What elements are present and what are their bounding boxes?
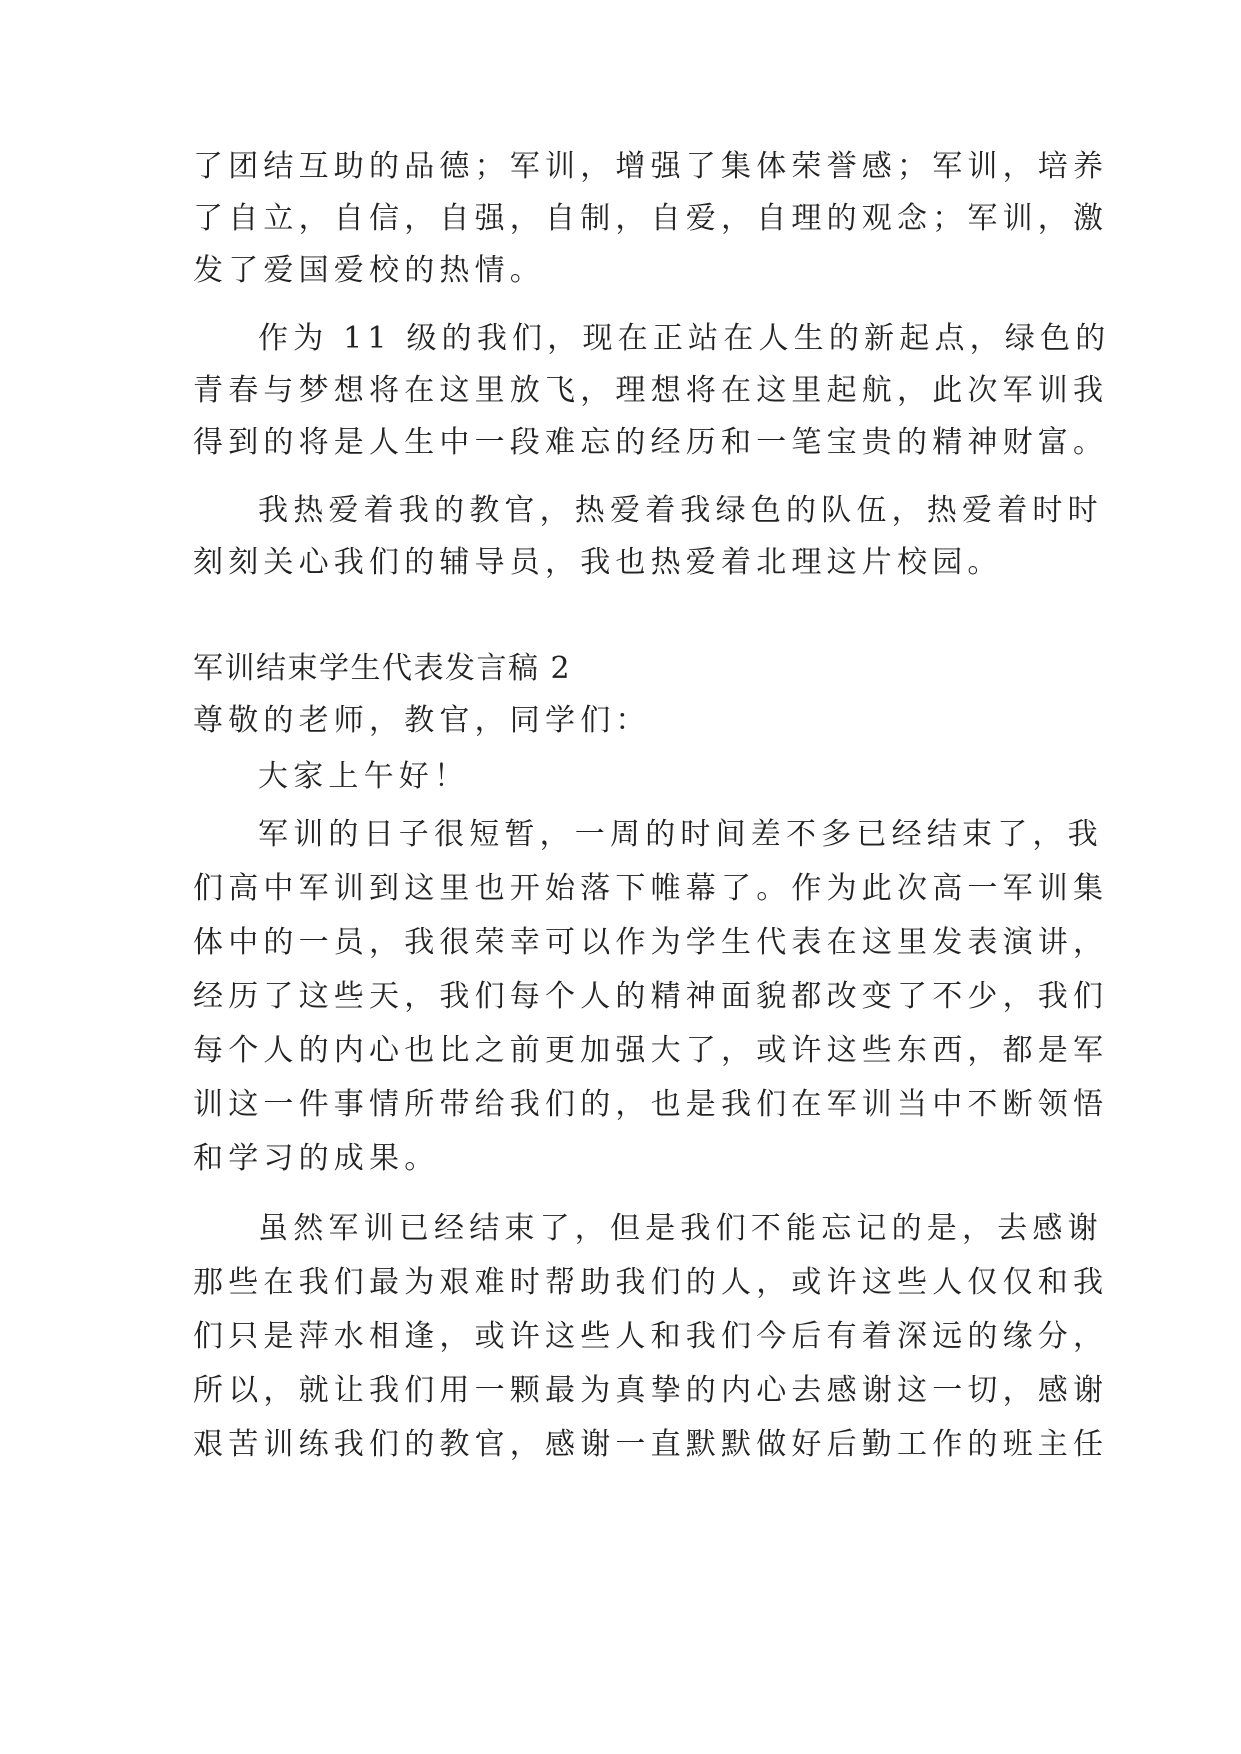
text-line: 作为 11 级的我们，现在正站在人生的新起点，绿色的: [258, 321, 1111, 356]
text-line: 军训的日子很短暂，一周的时间差不多已经结束了，我: [258, 817, 1103, 852]
text-line: 训这一件事情所带给我们的，也是我们在军训当中不断领悟: [193, 1087, 1109, 1122]
salutation: 尊敬的老师，教官，同学们：: [193, 703, 651, 738]
text-line: 们高中军训到这里也开始落下帷幕了。作为此次高一军训集: [193, 871, 1109, 906]
text-line: 了自立，自信，自强，自制，自爱，自理的观念；军训，激: [193, 201, 1109, 236]
text-line: 虽然军训已经结束了，但是我们不能忘记的是，去感谢: [258, 1211, 1103, 1246]
text-line: 经历了这些天，我们每个人的精神面貌都改变了不少，我们: [193, 979, 1109, 1014]
text-line: 艰苦训练我们的教官，感谢一直默默做好后勤工作的班主任: [193, 1427, 1109, 1462]
text-line: 青春与梦想将在这里放飞，理想将在这里起航，此次军训我: [193, 373, 1109, 408]
text-line: 刻刻关心我们的辅导员，我也热爱着北理这片校园。: [193, 545, 1003, 580]
text-line: 每个人的内心也比之前更加强大了，或许这些东西，都是军: [193, 1033, 1109, 1068]
greeting: 大家上午好！: [258, 759, 470, 794]
section-title: 军训结束学生代表发言稿 2: [193, 651, 572, 686]
text-line: 得到的将是人生中一段难忘的经历和一笔宝贵的精神财富。: [193, 425, 1109, 460]
text-line: 体中的一员，我很荣幸可以作为学生代表在这里发表演讲，: [193, 925, 1109, 960]
text-line: 那些在我们最为艰难时帮助我们的人，或许这些人仅仅和我: [193, 1265, 1109, 1300]
text-line: 所以，就让我们用一颗最为真挚的内心去感谢这一切，感谢: [193, 1373, 1109, 1408]
text-line: 了团结互助的品德；军训，增强了集体荣誉感；军训，培养: [193, 149, 1109, 184]
text-line: 们只是萍水相逢，或许这些人和我们今后有着深远的缘分，: [193, 1319, 1109, 1354]
text-line: 和学习的成果。: [193, 1141, 440, 1176]
text-line: 我热爱着我的教官，热爱着我绿色的队伍，热爱着时时: [258, 493, 1103, 528]
text-line: 发了爱国爱校的热情。: [193, 253, 545, 288]
